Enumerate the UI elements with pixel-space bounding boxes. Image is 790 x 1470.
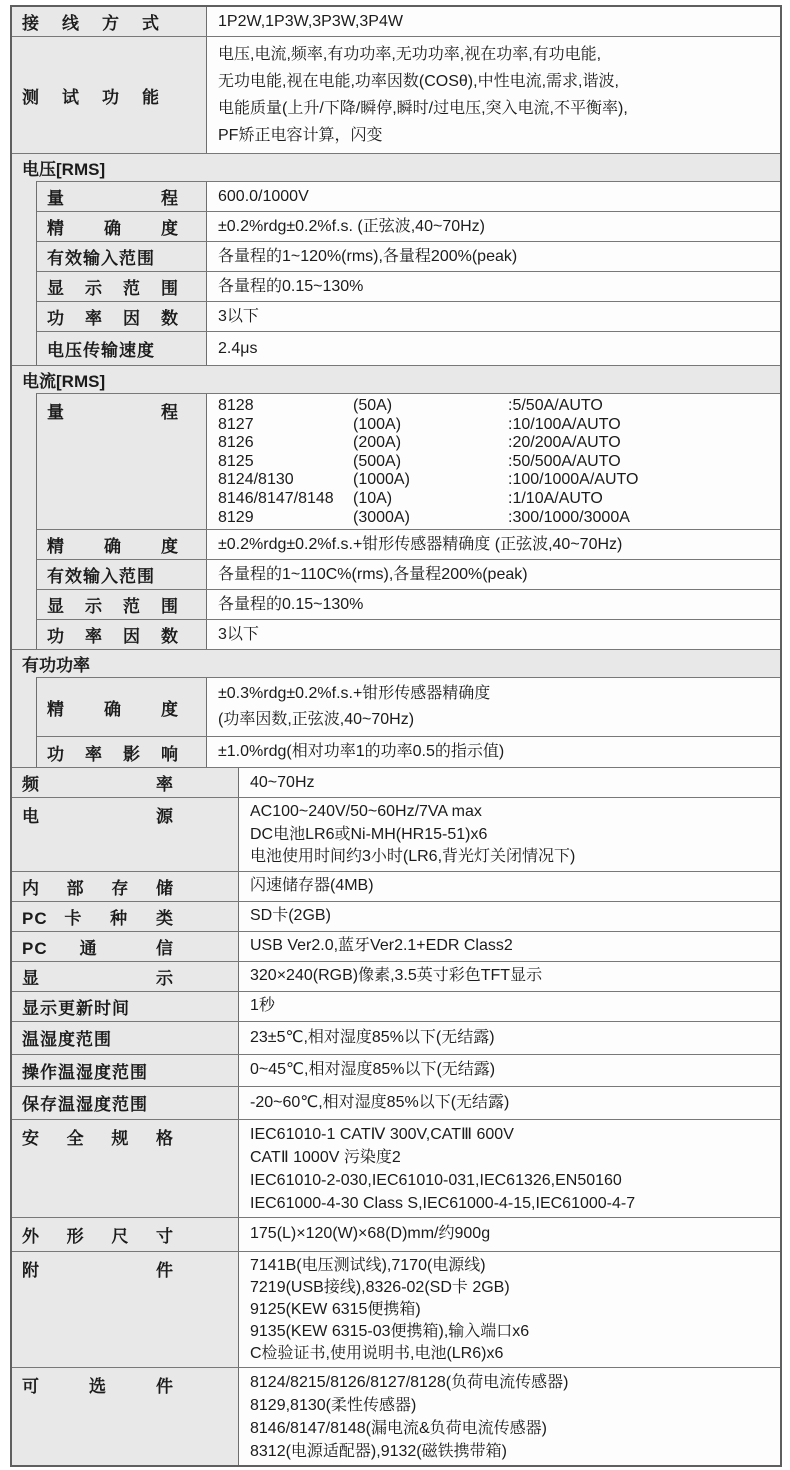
power-influence-row: 功 率 影 响 ±1.0%rdg(相对功率1的功率0.5的指示值) (37, 736, 780, 767)
current-crest-factor-row: 功 率 因 数 3以下 (37, 619, 780, 649)
current-display-range-row: 显 示 范 围 各量程的0.15~130% (37, 589, 780, 619)
subsection-current (36, 393, 780, 649)
row-dimensions: 外 形 尺 寸 175(L)×120(W)×68(D)mm/约900g (12, 1217, 780, 1251)
current-range-table: 8128 (50A) :5/50A/AUTO 8127 (100A) :10/100A/AUTO 8126 (200A) :20/200A/AUTO 8125 (500A) :50/500A/AUTO 8124/8130 (1000A) :100/1000A/AUTO 8146/8147/8148 (10A) :1/10A/AUTO 8129 (3000A) :300/1000/3000A (218, 397, 639, 526)
row-optional-parts: 可 选 件 8124/8215/8126/8127/8128(负荷电流传感器) 8129,8130(柔性传感器) 8146/8147/8148(漏电流&负荷电流传感器) 8312(电源适配器),9132(磁铁携带箱) (12, 1367, 780, 1465)
voltage-display-range-row: 显 示 范 围 各量程的0.15~130% (37, 271, 780, 301)
row-storage-temp-humidity: 保存温湿度范围 -20~60℃,相对湿度85%以下(无结露) (12, 1086, 780, 1119)
row-internal-memory: 内 部 存 储 闪速储存器(4MB) (12, 871, 780, 901)
row-test-functions-value: 电压,电流,频率,有功功率,无功功率,视在功率,有功电能, 无功电能,视在电能,功率因数(COSθ),中性电流,需求,谐波, 电能质量(上升/下降/瞬停,瞬时/过电压,突入电流,不平衡率), PF矫正电容计算，闪变 (206, 37, 780, 153)
row-operating-temp-humidity: 操作温湿度范围 0~45℃,相对湿度85%以下(无结露) (12, 1054, 780, 1086)
subsection-voltage (36, 181, 780, 365)
row-pc-communication: PC 通 信 USB Ver2.0,蓝牙Ver2.1+EDR Class2 (12, 931, 780, 961)
power-accuracy-row: 精 确 度 ±0.3%rdg±0.2%f.s.+钳形传感器精确度 (功率因数,正弦波,40~70Hz) (37, 678, 780, 736)
section-header-current-rms: 电流[RMS] (12, 365, 780, 393)
row-frequency: 频 率 40~70Hz (12, 767, 780, 797)
subsection-active-power (36, 677, 780, 767)
current-range-row: 量 程 8128 (50A) :5/50A/AUTO 8127 (100A) :10/100A/AUTO 8126 (200A) :20/200A/AUTO 8125 (500A) :50/500A/AUTO 8124/8130 (1000A) :100/1000A/AUTO 8146/8147/8148 (10A) :1/10A/AUTO 8129 (3000A) :300/1000/3000A (37, 394, 780, 529)
row-test-functions (12, 36, 780, 153)
voltage-range-row: 量 程 600.0/1000V (37, 182, 780, 211)
row-test-functions-label: 测 试 功 能 (22, 87, 160, 107)
row-temp-humidity-range: 温湿度范围 23±5℃,相对湿度85%以下(无结露) (12, 1021, 780, 1054)
row-wiring-method-value: 1P2W,1P3W,3P3W,3P4W (206, 7, 780, 36)
section-header-active-power: 有功功率 (12, 649, 780, 677)
row-accessories: 附 件 7141B(电压测试线),7170(电源线) 7219(USB接线),8326-02(SD卡 2GB) 9125(KEW 6315便携箱) 9135(KEW 6315-03便携箱),输入端口x6 C检验证书,使用说明书,电池(LR6)x6 (12, 1251, 780, 1367)
row-power-supply: 电 源 AC100~240V/50~60Hz/7VA max DC电池LR6或Ni-MH(HR15-51)x6 电池使用时间约3小时(LR6,背光灯关闭情况下) (12, 797, 780, 871)
row-display: 显 示 320×240(RGB)像素,3.5英寸彩色TFT显示 (12, 961, 780, 991)
row-pc-card-type: PC 卡 种 类 SD卡(2GB) (12, 901, 780, 931)
spec-table (10, 5, 782, 1467)
row-safety-standards: 安 全 规 格 IEC61010-1 CATⅣ 300V,CATⅢ 600V CATⅡ 1000V 污染度2 IEC61010-2-030,IEC61010-031,IEC61326,EN50160 IEC61000-4-30 Class S,IEC61000-4-15,IEC61000-4-7 (12, 1119, 780, 1217)
row-wiring-method (12, 7, 780, 36)
current-input-range-row: 有效输入范围 各量程的1~110C%(rms),各量程200%(peak) (37, 559, 780, 589)
voltage-crest-factor-row: 功 率 因 数 3以下 (37, 301, 780, 331)
voltage-transfer-speed-row: 电压传输速度 2.4μs (37, 331, 780, 365)
voltage-input-range-row: 有效输入范围 各量程的1~120%(rms),各量程200%(peak) (37, 241, 780, 271)
current-accuracy-row: 精 确 度 ±0.2%rdg±0.2%f.s.+钳形传感器精确度 (正弦波,40~70Hz) (37, 529, 780, 559)
voltage-accuracy-row: 精 确 度 ±0.2%rdg±0.2%f.s. (正弦波,40~70Hz) (37, 211, 780, 241)
row-display-update-rate: 显示更新时间 1秒 (12, 991, 780, 1021)
row-wiring-method-label: 接 线 方 式 (22, 14, 160, 33)
section-header-voltage-rms: 电压[RMS] (12, 153, 780, 181)
